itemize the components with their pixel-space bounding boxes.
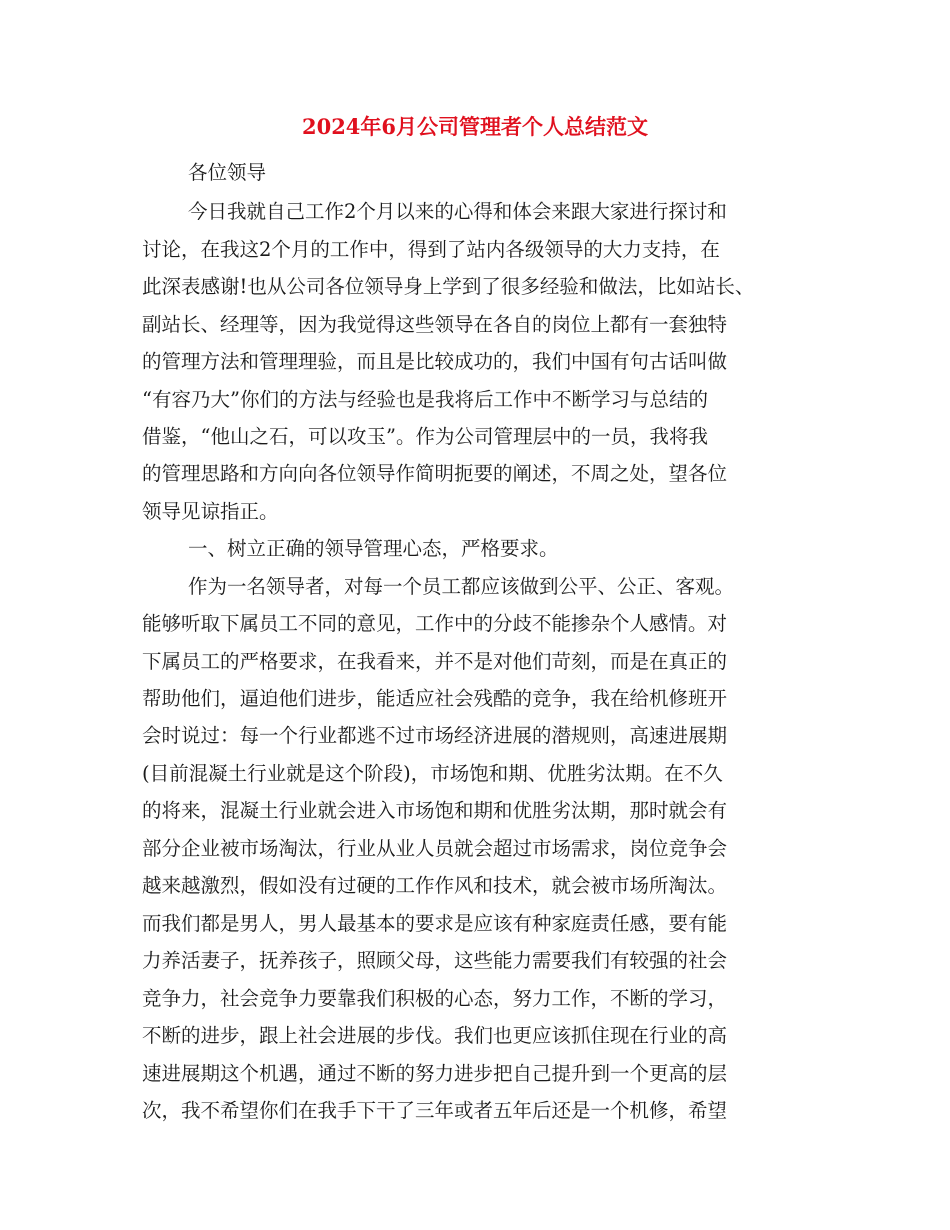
document-title: 2024年6月公司管理者个人总结范文 — [301, 114, 649, 139]
section-heading: 一、树立正确的领导管理心态，严格要求。 — [188, 537, 559, 560]
body-line: 领导见谅指正。 — [142, 500, 279, 523]
body-line: 速进展期这个机遇，通过不断的努力进步把自己提升到一个更高的层 — [142, 1062, 728, 1085]
body-line: 下属员工的严格要求，在我看来，并不是对他们苛刻，而是在真正的 — [142, 650, 728, 673]
body-line: 今日我就自己工作2个月以来的心得和体会来跟大家进行探讨和 — [188, 200, 727, 223]
body-line: 部分企业被市场淘汰，行业从业人员就会超过市场需求，岗位竞争会 — [142, 837, 728, 860]
body-line: 作为一名领导者，对每一个员工都应该做到公平、公正、客观。 — [188, 575, 735, 598]
body-line: 越来越激烈，假如没有过硬的工作作风和技术，就会被市场所淘汰。 — [142, 874, 728, 897]
body-line: 的管理方法和管理理验，而且是比较成功的，我们中国有句古话叫做 — [142, 350, 728, 373]
salutation: 各位领导 — [188, 161, 267, 184]
body-line: 帮助他们，逼迫他们进步，能适应社会残酷的竞争，我在给机修班开 — [142, 687, 728, 710]
body-line: 借鉴，“他山之石，可以攻玉”。作为公司管理层中的一员，我将我 — [142, 425, 708, 448]
body-line: 副站长、经理等，因为我觉得这些领导在各自的岗位上都有一套独特 — [142, 313, 728, 336]
body-line: 竞争力，社会竞争力要靠我们积极的心态，努力工作，不断的学习， — [142, 987, 728, 1010]
body-line: 次，我不希望你们在我手下干了三年或者五年后还是一个机修，希望 — [142, 1099, 728, 1122]
body-line: 的将来，混凝土行业就会进入市场饱和期和优胜劣汰期，那时就会有 — [142, 799, 728, 822]
body-line: 此深表感谢!也从公司各位领导身上学到了很多经验和做法，比如站长、 — [142, 275, 755, 298]
body-line: 而我们都是男人，男人最基本的要求是应该有种家庭责任感，要有能 — [142, 912, 728, 935]
body-line: 力养活妻子，抚养孩子，照顾父母，这些能力需要我们有较强的社会 — [142, 949, 728, 972]
body-line: 的管理思路和方向向各位领导作简明扼要的阐述，不周之处，望各位 — [142, 462, 728, 485]
body-line: 能够听取下属员工不同的意见，工作中的分歧不能掺杂个人感情。对 — [142, 612, 728, 635]
body-line: 讨论，在我这2个月的工作中，得到了站内各级领导的大力支持，在 — [142, 238, 720, 261]
body-line: (目前混凝土行业就是这个阶段)，市场饱和期、优胜劣汰期。在不久 — [142, 762, 723, 785]
body-line: 不断的进步，跟上社会进展的步伐。我们也更应该抓住现在行业的高 — [142, 1024, 728, 1047]
body-line: 会时说过：每一个行业都逃不过市场经济进展的潜规则，高速进展期 — [142, 724, 728, 747]
body-line: “有容乃大”你们的方法与经验也是我将后工作中不断学习与总结的 — [142, 388, 708, 411]
